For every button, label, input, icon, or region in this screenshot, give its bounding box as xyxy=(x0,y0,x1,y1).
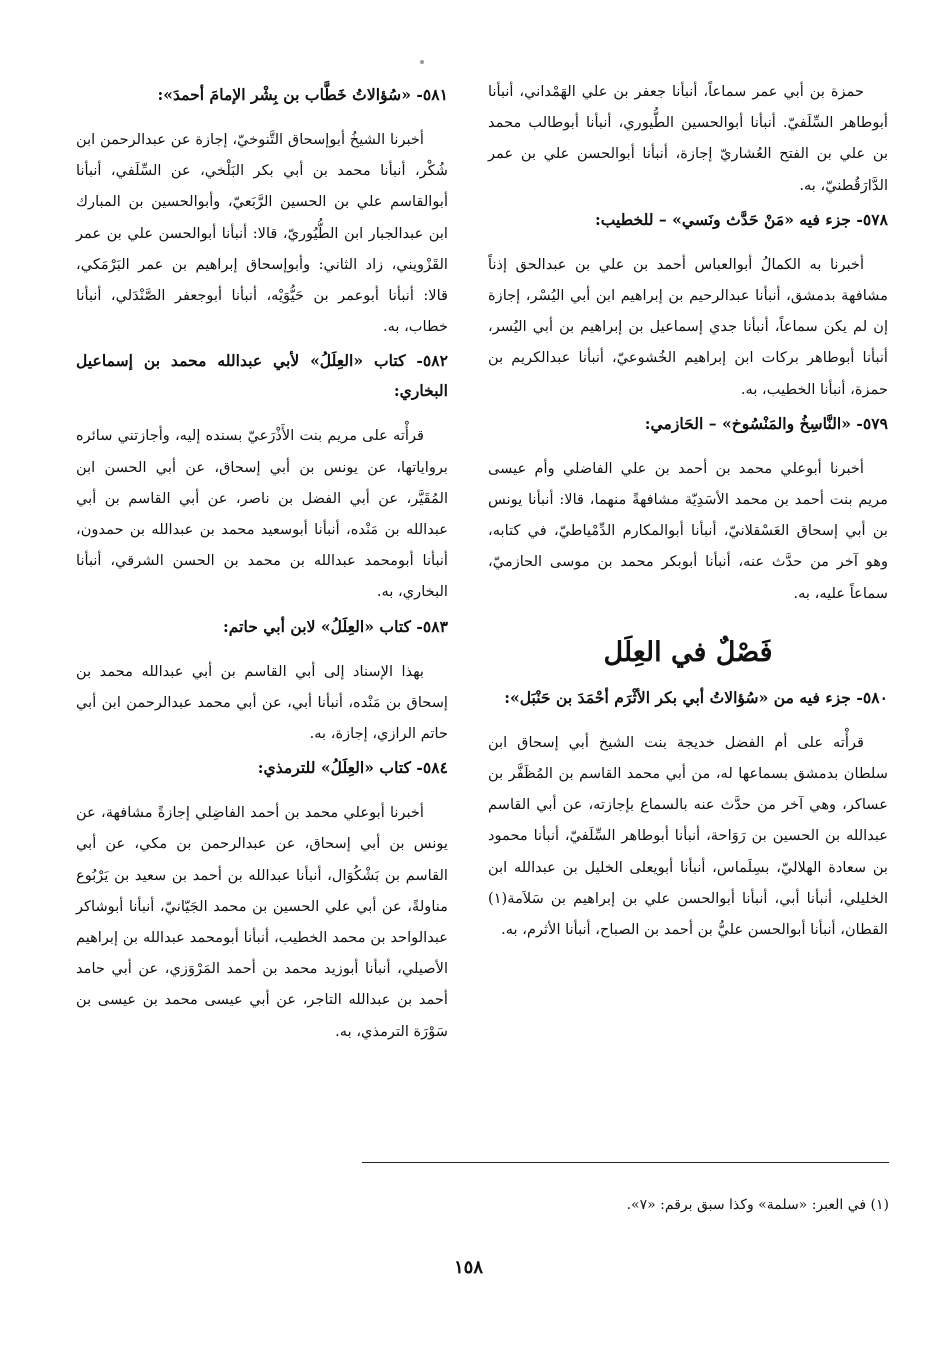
entry-583-title: ٥٨٣- كتاب «العِلَلُ» لابن أبي حاتم: xyxy=(222,616,448,636)
right-column xyxy=(488,76,888,945)
entry-584-text: أخبرنا أبوعلي محمد بن أحمد الفاضِلي إجازةً مشافهة، عن يونس بن أبي إسحاق، عن عبدالرحمن بن مكي، عن أبي القاسم بن بَشْكُوَال، أنبأنا عبدالله بن أحمد بن سعيد بن يَرْبُوع مناولةً، عن أبي علي الحسين بن محمد الجَيّانيّ، أنبأنا أبوشاكر عبدالواحد بن محمد الخطيب، أنبأنا أبومحمد عبدالله بن إبراهيم الأصيلي، أنبأنا أبوزيد محمد بن أحمد المَرْوَزي، عن أبي حامد أحمد بن عبدالله التاجر، عن أبي عيسى محمد بن عيسى بن سَوْرَة الترمذي، به. xyxy=(76,804,448,1040)
footnote: (١) في العبر: «سلمة» وكذا سبق برقم: «٧». xyxy=(626,1197,889,1213)
margin-mark xyxy=(420,60,424,64)
entry-584-title: ٥٨٤- كتاب «العِلَلُ» للترمذي: xyxy=(257,758,448,778)
entry-580-text: قرأْته على أم الفضل خديجة بنت الشيخ أبي إسحاق ابن سلطان بدمشق بسماعها له، من أبي محمد القاسم بن المُظَفَّر بن عساكر، وهي آخر من حدَّث عنه بالسماع بإجازته، عن أبي القاسم عبدالله بن الحسين بن رَوَاحة، أنبأنا أبوطاهر السِّلَفيّ، أنبأنا محمود بن سعادة الهلاليّ، بسِلَماس، أنبأنا أبويعلى الخليل بن عبدالله ابن الخليلي، أنبأنا أبي، أنبأنا أبوالحسن علي بن إبراهيم بن سَلاَمة(١) القطان، أنبأنا أبوالحسن عليُّ بن أحمد بن الصباح، أنبأنا الأثرم، به. xyxy=(488,733,888,939)
footnote-separator xyxy=(362,1162,889,1163)
entry-582-title: ٥٨٢- كتاب «العِلَلُ» لأبي عبدالله محمد بن إسماعيل البخاري: xyxy=(76,351,448,401)
entry-579-title: ٥٧٩- «النَّاسِخُ والمَنْسُوخ» – الحَازمي: xyxy=(644,413,888,433)
paragraph: حمزة بن أبي عمر سماعاً، أنبأنا جعفر بن علي الهَمْداني، أنبأنا أبوطاهر السِّلَفيّ. أنبأنا أبوالحسين الطُّيوري، أنبأنا أبوطالب محمد بن علي بن الفتح العُشاريّ إجازة، أنبأنا أبوالحسن علي بن عمر الدَّارَقُطنيّ، به. xyxy=(488,83,888,194)
left-column xyxy=(76,76,448,1047)
entry-583-text: بهذا الإسناد إلى أبي القاسم بن أبي عبدالله محمد بن إسحاق بن مَنْده، أنبأنا أبي، عن أبي محمد عبدالرحمن ابن أبي حاتم الرازي، إجازة، به. xyxy=(76,662,448,743)
entry-580-title: ٥٨٠- جزء فيه من «سُؤالاتُ أبي بكر الأثْرَم أحْمَدَ بن حَنْبَل»: xyxy=(504,687,888,707)
page-number: ١٥٨ xyxy=(453,1257,483,1278)
entry-578-text: أخبرنا به الكمالُ أبوالعباس أحمد بن علي بن عبدالحق إذناً مشافهة بدمشق، أنبأنا عبدالرحيم بن إبراهيم ابن أبي اليُسْر، إجازة إن لم يكن سماعاً، أنبأنا جدي إسماعيل بن إبراهيم بن أبي اليُسر، أنبأنا أبوطاهر بركات ابن إبراهيم الخُشوعيّ، أنبأنا عبدالكريم بن حمزة، أنبأنا الخطيب، به. xyxy=(488,255,888,398)
entry-581-title: ٥٨١- «سُؤالاتُ خَطَّاب بن بِشْر الإمامَ أحمدَ»: xyxy=(157,85,448,104)
entry-582-text: قرأْته على مريم بنت الأَذْرَعيّ بسنده إليه، وأجازتني سائره برواياتها، عن يونس بن أبي إسحاق، عن أبي الحسن ابن المُقَيَّر، عن أبي الفضل بن ناصر، عن أبي القاسم بن أبي عبدالله بن مَنْده، أنبأنا أبوسعيد محمد بن عبدالله بن حمدون، أنبأنا أبومحمد عبدالله بن محمد بن الحسن الشرقي، أنبأنا البخاري، به. xyxy=(76,427,448,601)
entry-581-text: أخبرنا الشيخُ أبوإسحاق التَّنوخيّ، إجازة عن عبدالرحمن ابن شُكْر، أنبأنا محمد بن أبي بكر البَلْخي، عن السِّلَفي، أنبأنا أبوالقاسم علي بن الحسين الرَّبَعيّ، وأبوالحسين بن المبارك ابن عبدالجبار ابن الطُّيُوريّ، قالا: أنبأنا أبوالحسن علي بن عمر القَزْويني، زاد الثاني: وأبوإسحاق إبراهيم بن عمر البَرْمَكي، قالا: أنبأنا أبوعمر بن حَيُّوَيْه، أنبأنا أبوجعفر الصَّنْدَلي، أنبأنا خطاب، به. xyxy=(76,131,448,336)
entry-578-title: ٥٧٨- جزء فيه «مَنْ حَدَّث ونَسي» – للخطيب: xyxy=(594,209,888,229)
section-heading: فَصْلٌ في العِلَل xyxy=(603,636,773,668)
entry-579-text: أخبرنا أبوعلي محمد بن أحمد بن علي الفاضلي وأم عيسى مريم بنت أحمد بن محمد الأسَدِيّة مشافهةً منهما، قالا: أنبأنا يونس بن أبي إسحاق العَسْقلانيّ، أنبأنا أبوالمكارم الدِّمْياطيّ، في كتابه، وهو آخر من حدَّث عنه، أنبأنا أبوبكر محمد بن موسى الحازميّ، سماعاً عليه، به. xyxy=(488,459,888,602)
